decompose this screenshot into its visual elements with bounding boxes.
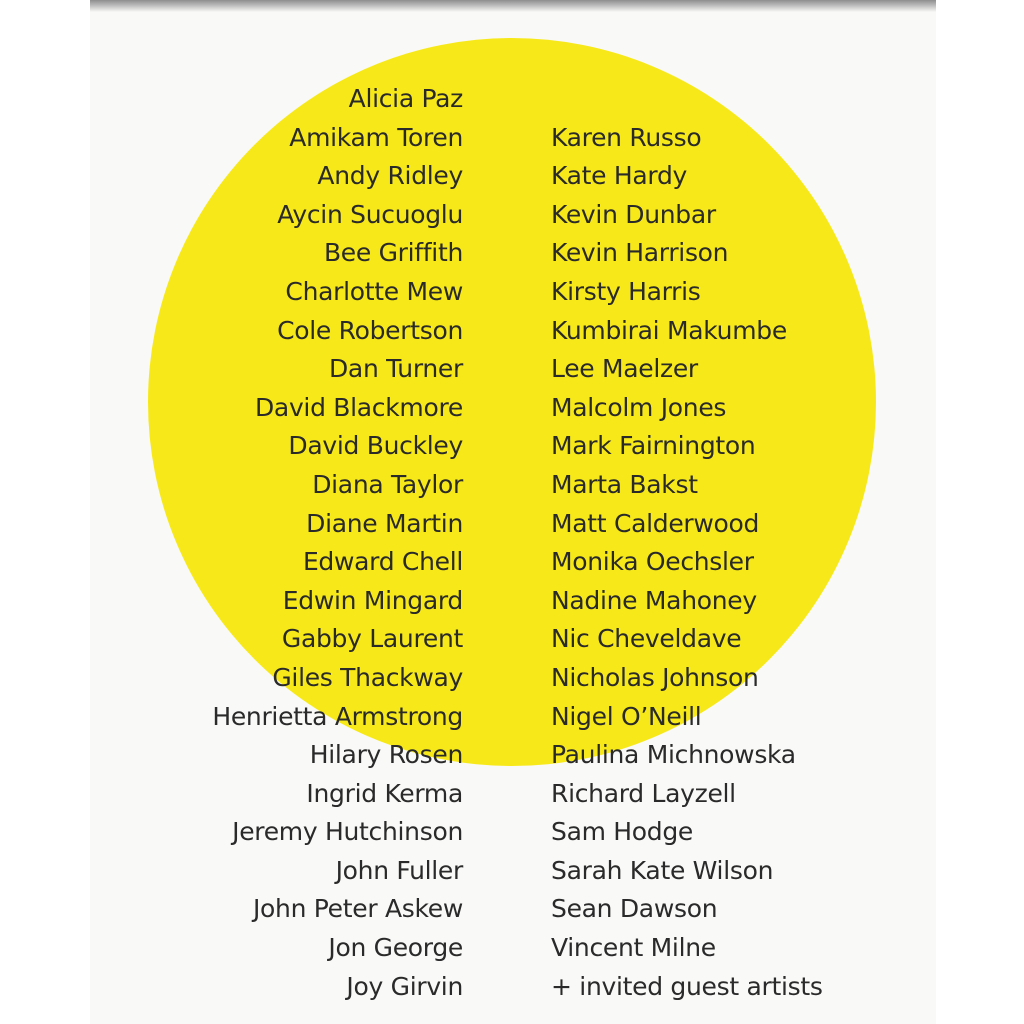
artist-name: Aycin Sucuoglu: [277, 199, 463, 229]
artist-name: Mark Fairnington: [551, 431, 756, 461]
artist-list-left: [150, 80, 463, 1006]
artist-name: Alicia Paz: [348, 84, 463, 113]
artist-name: Henrietta Armstrong: [212, 701, 463, 731]
artist-name: Sean Dawson: [551, 894, 718, 924]
artist-name: John Fuller: [335, 855, 463, 885]
artist-name: Sam Hodge: [551, 817, 694, 847]
top-edge-shadow: [90, 0, 936, 12]
artist-name: Monika Oechsler: [551, 547, 754, 577]
artist-name: Edward Chell: [302, 547, 463, 577]
artist-name: Andy Ridley: [317, 161, 463, 191]
artist-name: + invited guest artists: [551, 971, 823, 1001]
artist-name: Malcolm Jones: [551, 392, 727, 422]
artist-list-right: [551, 119, 851, 1007]
artist-name: Bee Griffith: [323, 238, 463, 268]
artist-name: Sarah Kate Wilson: [551, 855, 774, 885]
artist-name: Kevin Dunbar: [551, 199, 716, 229]
artist-name: Charlotte Mew: [285, 276, 463, 306]
artist-name: Paulina Michnowska: [551, 740, 796, 770]
artist-name: Nigel O’Neill: [551, 701, 702, 731]
artist-name: Giles Thackway: [272, 662, 463, 692]
artist-name: Gabby Laurent: [281, 624, 463, 654]
artist-name: Jeremy Hutchinson: [232, 817, 463, 847]
artist-name: Nadine Mahoney: [551, 585, 757, 615]
artist-name: Nic Cheveldave: [551, 624, 742, 654]
artist-name: Matt Calderwood: [551, 508, 760, 538]
artist-name: Hilary Rosen: [309, 740, 463, 770]
artist-name: Ingrid Kerma: [306, 778, 463, 808]
artist-name: Kirsty Harris: [551, 276, 701, 306]
artist-name: Diane Martin: [306, 508, 463, 538]
artist-name: David Blackmore: [254, 392, 463, 422]
artist-name: Vincent Milne: [551, 933, 716, 963]
artist-name: Kate Hardy: [551, 161, 688, 191]
artist-name: Marta Bakst: [551, 469, 698, 499]
artist-name: Joy Girvin: [346, 971, 463, 1001]
artist-name: Jon George: [328, 933, 463, 963]
artist-name: John Peter Askew: [252, 894, 463, 924]
artist-name: Amikam Toren: [289, 122, 463, 152]
artist-name: Kevin Harrison: [551, 238, 729, 268]
artist-name: Richard Layzell: [551, 778, 736, 808]
artist-name: Diana Taylor: [312, 469, 463, 499]
artist-name: Dan Turner: [328, 354, 463, 384]
artist-name: David Buckley: [288, 431, 463, 461]
artist-name: Karen Russo: [551, 122, 702, 152]
artist-name: Cole Robertson: [277, 315, 463, 345]
artist-name: Lee Maelzer: [551, 354, 698, 384]
artist-name: Edwin Mingard: [282, 585, 463, 615]
artist-name: Nicholas Johnson: [551, 662, 759, 692]
artist-name: Kumbirai Makumbe: [551, 315, 787, 345]
